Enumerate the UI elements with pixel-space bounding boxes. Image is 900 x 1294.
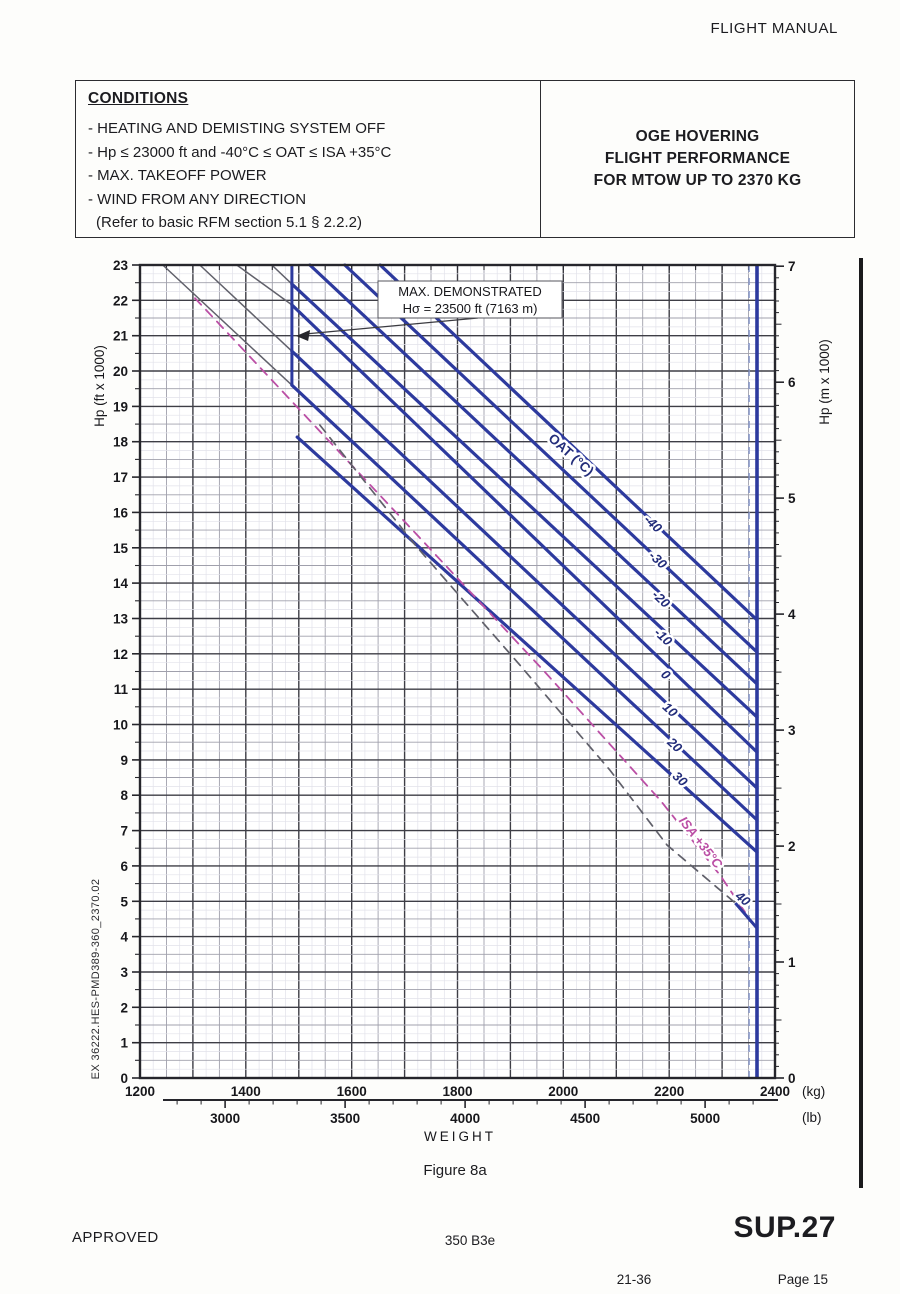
x-kg-tick-label: 2400: [759, 1084, 791, 1099]
x-axis-kg-unit: (kg): [802, 1084, 826, 1099]
x-kg-tick-label: 1400: [230, 1084, 261, 1099]
page-title: FLIGHT MANUAL: [710, 20, 838, 37]
footer-approved: APPROVED: [72, 1229, 159, 1246]
x-lb-tick-label: 3000: [210, 1111, 241, 1126]
x-kg-tick-label: 2200: [654, 1084, 685, 1099]
y-left-tick-label: 7: [120, 823, 128, 839]
y-right-tick-label: 2: [788, 839, 796, 855]
y-left-tick-label: 23: [112, 258, 128, 273]
y-left-tick-label: 14: [112, 576, 128, 592]
y-left-tick-label: 6: [120, 858, 128, 874]
x-kg-tick-label: 2000: [548, 1084, 579, 1099]
oat-label-isa+35c: ISA +35°C: [675, 813, 726, 872]
y-left-tick-label: 1: [120, 1035, 128, 1051]
figure-caption: Figure 8a: [423, 1162, 487, 1179]
figure-title-line: FOR MTOW UP TO 2370 KG: [593, 171, 802, 189]
figure-title-line: OGE HOVERING: [635, 128, 760, 146]
oat-label-0: 0: [658, 666, 674, 683]
y-left-tick-label: 11: [113, 682, 128, 698]
x-kg-tick-label: 1600: [336, 1084, 367, 1099]
oat-label-30: 30: [669, 768, 691, 790]
oat-label-10: 10: [659, 699, 681, 721]
condition-item: - Hp ≤ 23000 ft and -40°C ≤ OAT ≤ ISA +35°C: [88, 143, 392, 161]
y-left-tick-label: 17: [112, 470, 128, 486]
y-axis-right: [775, 259, 832, 1086]
y-left-tick-label: 19: [112, 399, 128, 415]
x-axis-title: WEIGHT: [424, 1129, 496, 1144]
annotation-text-line1: MAX. DEMONSTRATED: [398, 284, 542, 299]
oat-label-40: 40: [732, 888, 754, 909]
y-left-tick-label: 13: [112, 611, 128, 627]
oat-label--30: -30: [645, 547, 670, 572]
annotation-text-line2: Hσ = 23500 ft (7163 m): [402, 301, 538, 316]
oat-label--40: -40: [641, 511, 666, 536]
footer-supplement: SUP.27: [733, 1211, 836, 1244]
y-left-tick-label: 4: [120, 929, 128, 945]
y-left-tick-label: 16: [112, 505, 128, 521]
oat-label--20: -20: [649, 587, 674, 611]
footer-page-number: Page 15: [777, 1272, 828, 1287]
y-left-tick-label: 5: [120, 894, 128, 910]
footer-model: 350 B3e: [444, 1233, 496, 1248]
y-left-tick-label: 2: [120, 1000, 128, 1016]
y-left-tick-label: 18: [112, 434, 128, 450]
oat-label-20: 20: [664, 734, 686, 756]
manual-page: FLIGHT MANUAL CONDITIONS - HEATING AND DEMISTING SYSTEM OFF - Hp ≤ 23000 ft and -40°C ≤ OAT ≤ ISA +35°C - MAX. TAKEOFF POWER - WIND FROM ANY DIRECTION (Refer to basic RFM section 5.1 § 2.2.2) OGE HOVERING FLIGHT PERFORMANCE FOR MTOW UP TO 2370 KG 0 1 2 3 4 5 6 7 8 9 10 11 12 13 14 15 16 17 18 19 20 21 22 23 Hp (ft x 1000) 0 1 2 3 4 5 6 7 Hp (m x 1000) 1200 1400 1600 1800 2000 2200 2400 (kg) 3000 3500 4000 4500 5000 (lb) WEIGHT -40 -30 -20 -10 0 10 20 30 ISA +35°C 40 OAT (°C) MAX. DEMONSTRATED Hσ = 23500 ft (7163 m) EX 36222.HES-PMD389-360_2370.02 Figure 8a APPROVED 350 B3e SUP.27 21-36 Page 15: [0, 0, 900, 1294]
condition-note: (Refer to basic RFM section 5.1 § 2.2.2): [96, 214, 362, 232]
y-left-tick-label: 10: [112, 717, 128, 733]
x-lb-tick-label: 4000: [450, 1111, 481, 1126]
x-axis-kg: [125, 1084, 825, 1099]
y-left-tick-label: 8: [120, 788, 128, 804]
y-right-tick-label: 7: [788, 259, 796, 275]
y-right-tick-label: 0: [788, 1071, 796, 1086]
x-lb-tick-label: 3500: [330, 1111, 361, 1126]
y-right-tick-label: 6: [788, 375, 796, 391]
x-lb-tick-label: 4500: [570, 1111, 601, 1126]
y-right-tick-label: 1: [788, 955, 796, 970]
y-left-tick-label: 22: [112, 293, 128, 309]
x-axis-lb-unit: (lb): [802, 1110, 822, 1125]
x-kg-tick-label: 1200: [124, 1084, 156, 1099]
y-axis-right-title: Hp (m x 1000): [817, 339, 832, 425]
page-edge-bar: [859, 258, 863, 1188]
footer-section-code: 21-36: [616, 1272, 652, 1287]
y-left-tick-label: 12: [112, 646, 128, 662]
oat-label--10: -10: [651, 624, 676, 649]
conditions-heading: CONDITIONS: [88, 90, 189, 107]
y-left-tick-label: 3: [120, 965, 128, 980]
y-left-tick-label: 0: [120, 1071, 128, 1086]
figure-title-line: FLIGHT PERFORMANCE: [604, 150, 791, 168]
y-left-tick-label: 9: [120, 752, 128, 768]
y-left-tick-label: 21: [112, 328, 128, 344]
y-right-tick-label: 4: [788, 607, 796, 623]
y-axis-left-title: Hp (ft x 1000): [92, 345, 107, 427]
x-axis-lb: [163, 1100, 822, 1144]
y-right-tick-label: 3: [788, 723, 796, 739]
y-left-tick-label: 15: [112, 540, 128, 556]
condition-item: - HEATING AND DEMISTING SYSTEM OFF: [88, 120, 386, 137]
condition-item: - WIND FROM ANY DIRECTION: [88, 190, 307, 208]
x-lb-tick-label: 5000: [690, 1111, 721, 1126]
y-right-tick-label: 5: [788, 491, 796, 507]
oat-label-oatc: OAT (°C): [545, 430, 597, 479]
x-kg-tick-label: 1800: [442, 1084, 473, 1099]
y-left-tick-label: 20: [112, 364, 128, 379]
condition-item: - MAX. TAKEOFF POWER: [88, 167, 267, 185]
